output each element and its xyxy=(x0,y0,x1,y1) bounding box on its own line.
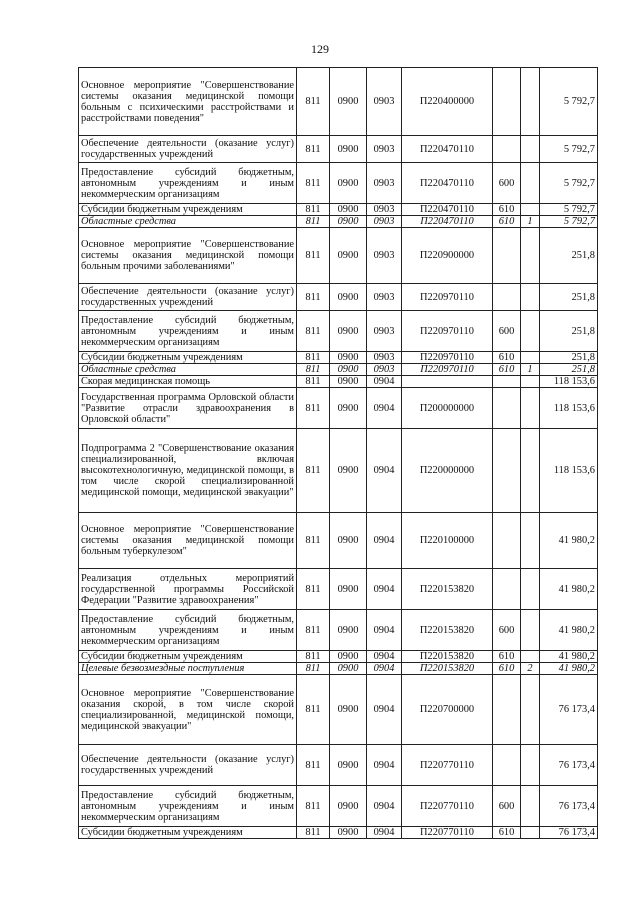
target-article-cell: П220770110 xyxy=(402,827,493,839)
expense-type-cell xyxy=(493,675,521,745)
expense-type-cell xyxy=(493,68,521,136)
name-cell: Областные средства xyxy=(79,216,297,228)
expense-type-cell: 610 xyxy=(493,663,521,675)
amount-cell: 251,8 xyxy=(540,364,598,376)
table-row xyxy=(79,651,598,663)
source-cell xyxy=(521,136,540,163)
amount-cell: 41 980,2 xyxy=(540,651,598,663)
amount-cell: 118 153,6 xyxy=(540,388,598,429)
amount-cell: 251,8 xyxy=(540,228,598,284)
name-cell: Предоставление субсидий бюджетным, автономным учреждениям и иным некоммерческим организациям xyxy=(79,311,297,352)
subsection-cell: 0904 xyxy=(367,651,402,663)
subsection-cell: 0904 xyxy=(367,376,402,388)
source-cell xyxy=(521,745,540,786)
table-row xyxy=(79,376,598,388)
source-cell xyxy=(521,204,540,216)
target-article-cell: П220153820 xyxy=(402,651,493,663)
subsection-cell: 0904 xyxy=(367,569,402,610)
grbs-cell: 811 xyxy=(297,675,330,745)
section-cell: 0900 xyxy=(330,429,367,513)
section-cell: 0900 xyxy=(330,311,367,352)
grbs-cell: 811 xyxy=(297,376,330,388)
section-cell: 0900 xyxy=(330,827,367,839)
section-cell: 0900 xyxy=(330,388,367,429)
target-article-cell: П200000000 xyxy=(402,388,493,429)
source-cell xyxy=(521,352,540,364)
amount-cell: 5 792,7 xyxy=(540,163,598,204)
grbs-cell: 811 xyxy=(297,364,330,376)
expense-type-cell xyxy=(493,136,521,163)
target-article-cell: П220970110 xyxy=(402,352,493,364)
amount-cell: 41 980,2 xyxy=(540,569,598,610)
amount-cell: 118 153,6 xyxy=(540,376,598,388)
target-article-cell: П220900000 xyxy=(402,228,493,284)
table-row xyxy=(79,429,598,513)
grbs-cell: 811 xyxy=(297,311,330,352)
target-article-cell: П220153820 xyxy=(402,569,493,610)
grbs-cell: 811 xyxy=(297,204,330,216)
source-cell xyxy=(521,388,540,429)
name-cell: Областные средства xyxy=(79,364,297,376)
subsection-cell: 0904 xyxy=(367,745,402,786)
subsection-cell: 0903 xyxy=(367,163,402,204)
source-cell xyxy=(521,68,540,136)
expense-type-cell xyxy=(493,228,521,284)
amount-cell: 251,8 xyxy=(540,311,598,352)
source-cell: 2 xyxy=(521,663,540,675)
subsection-cell: 0903 xyxy=(367,68,402,136)
grbs-cell: 811 xyxy=(297,827,330,839)
source-cell: 1 xyxy=(521,216,540,228)
target-article-cell: П220970110 xyxy=(402,284,493,311)
expense-type-cell: 600 xyxy=(493,610,521,651)
section-cell: 0900 xyxy=(330,610,367,651)
section-cell: 0900 xyxy=(330,163,367,204)
target-article-cell: П220100000 xyxy=(402,513,493,569)
table-row xyxy=(79,663,598,675)
table-row xyxy=(79,228,598,284)
section-cell: 0900 xyxy=(330,68,367,136)
subsection-cell: 0904 xyxy=(367,388,402,429)
target-article-cell: П220470110 xyxy=(402,136,493,163)
name-cell: Основное мероприятие "Совершенствование системы оказания медицинской помощи больным с психическими расстройствами и расстройствами поведения" xyxy=(79,68,297,136)
grbs-cell: 811 xyxy=(297,352,330,364)
source-cell xyxy=(521,163,540,204)
expense-type-cell: 610 xyxy=(493,216,521,228)
source-cell xyxy=(521,569,540,610)
expense-type-cell xyxy=(493,569,521,610)
target-article-cell: П220770110 xyxy=(402,786,493,827)
source-cell xyxy=(521,786,540,827)
target-article-cell: П220970110 xyxy=(402,311,493,352)
name-cell: Государственная программа Орловской области "Развитие отрасли здравоохранения в Орловской области" xyxy=(79,388,297,429)
grbs-cell: 811 xyxy=(297,136,330,163)
grbs-cell: 811 xyxy=(297,429,330,513)
table-row xyxy=(79,204,598,216)
target-article-cell: П220153820 xyxy=(402,610,493,651)
name-cell: Основное мероприятие "Совершенствование оказания скорой, в том числе скорой специализированной, медицинской помощи, медицинской эвакуации" xyxy=(79,675,297,745)
amount-cell: 41 980,2 xyxy=(540,663,598,675)
section-cell: 0900 xyxy=(330,216,367,228)
expense-type-cell: 610 xyxy=(493,651,521,663)
name-cell: Обеспечение деятельности (оказание услуг) государственных учреждений xyxy=(79,136,297,163)
section-cell: 0900 xyxy=(330,204,367,216)
grbs-cell: 811 xyxy=(297,216,330,228)
amount-cell: 118 153,6 xyxy=(540,429,598,513)
target-article-cell: П220470110 xyxy=(402,163,493,204)
section-cell: 0900 xyxy=(330,745,367,786)
expense-type-cell xyxy=(493,284,521,311)
name-cell: Подпрограмма 2 "Совершенствование оказания специализированной, включая высокотехнологичную, медицинской помощи, в том числе скорой специализированной медицинской помощи, медицинской эвакуации" xyxy=(79,429,297,513)
amount-cell: 251,8 xyxy=(540,352,598,364)
subsection-cell: 0904 xyxy=(367,827,402,839)
amount-cell: 41 980,2 xyxy=(540,610,598,651)
section-cell: 0900 xyxy=(330,136,367,163)
name-cell: Основное мероприятие "Совершенствование системы оказания медицинской помощи больным прочими заболеваниями" xyxy=(79,228,297,284)
source-cell xyxy=(521,651,540,663)
expense-type-cell xyxy=(493,376,521,388)
subsection-cell: 0903 xyxy=(367,204,402,216)
name-cell: Субсидии бюджетным учреждениям xyxy=(79,651,297,663)
grbs-cell: 811 xyxy=(297,745,330,786)
target-article-cell: П220400000 xyxy=(402,68,493,136)
table-row xyxy=(79,745,598,786)
name-cell: Субсидии бюджетным учреждениям xyxy=(79,827,297,839)
grbs-cell: 811 xyxy=(297,388,330,429)
expense-type-cell: 610 xyxy=(493,827,521,839)
subsection-cell: 0904 xyxy=(367,513,402,569)
name-cell: Скорая медицинская помощь xyxy=(79,376,297,388)
table-row xyxy=(79,786,598,827)
amount-cell: 251,8 xyxy=(540,284,598,311)
grbs-cell: 811 xyxy=(297,569,330,610)
amount-cell: 76 173,4 xyxy=(540,675,598,745)
subsection-cell: 0903 xyxy=(367,352,402,364)
grbs-cell: 811 xyxy=(297,163,330,204)
table-row xyxy=(79,136,598,163)
target-article-cell: П220470110 xyxy=(402,204,493,216)
source-cell xyxy=(521,827,540,839)
source-cell xyxy=(521,284,540,311)
amount-cell: 76 173,4 xyxy=(540,745,598,786)
table-row xyxy=(79,163,598,204)
grbs-cell: 811 xyxy=(297,610,330,651)
table-row xyxy=(79,352,598,364)
table-row xyxy=(79,284,598,311)
target-article-cell: П220153820 xyxy=(402,663,493,675)
table-row xyxy=(79,569,598,610)
subsection-cell: 0903 xyxy=(367,216,402,228)
grbs-cell: 811 xyxy=(297,513,330,569)
budget-table-body xyxy=(79,68,598,839)
expense-type-cell: 610 xyxy=(493,364,521,376)
name-cell: Целевые безвозмездные поступления xyxy=(79,663,297,675)
source-cell xyxy=(521,610,540,651)
section-cell: 0900 xyxy=(330,284,367,311)
table-row xyxy=(79,513,598,569)
subsection-cell: 0903 xyxy=(367,364,402,376)
expense-type-cell: 600 xyxy=(493,786,521,827)
name-cell: Реализация отдельных мероприятий государственной программы Российской Федерации "Развитие здравоохранения" xyxy=(79,569,297,610)
target-article-cell: П220470110 xyxy=(402,216,493,228)
expense-type-cell xyxy=(493,513,521,569)
amount-cell: 5 792,7 xyxy=(540,68,598,136)
grbs-cell: 811 xyxy=(297,651,330,663)
section-cell: 0900 xyxy=(330,352,367,364)
source-cell xyxy=(521,311,540,352)
source-cell xyxy=(521,429,540,513)
name-cell: Предоставление субсидий бюджетным, автономным учреждениям и иным некоммерческим организациям xyxy=(79,610,297,651)
source-cell xyxy=(521,376,540,388)
grbs-cell: 811 xyxy=(297,284,330,311)
target-article-cell xyxy=(402,376,493,388)
expense-type-cell xyxy=(493,745,521,786)
expense-type-cell: 610 xyxy=(493,204,521,216)
source-cell xyxy=(521,675,540,745)
section-cell: 0900 xyxy=(330,663,367,675)
page-number: 129 xyxy=(311,42,329,56)
subsection-cell: 0904 xyxy=(367,429,402,513)
budget-table xyxy=(78,67,598,839)
subsection-cell: 0903 xyxy=(367,136,402,163)
target-article-cell: П220770110 xyxy=(402,745,493,786)
section-cell: 0900 xyxy=(330,651,367,663)
name-cell: Субсидии бюджетным учреждениям xyxy=(79,204,297,216)
expense-type-cell: 600 xyxy=(493,163,521,204)
amount-cell: 76 173,4 xyxy=(540,786,598,827)
section-cell: 0900 xyxy=(330,364,367,376)
amount-cell: 5 792,7 xyxy=(540,136,598,163)
name-cell: Обеспечение деятельности (оказание услуг) государственных учреждений xyxy=(79,284,297,311)
section-cell: 0900 xyxy=(330,675,367,745)
source-cell xyxy=(521,513,540,569)
target-article-cell: П220000000 xyxy=(402,429,493,513)
name-cell: Обеспечение деятельности (оказание услуг) государственных учреждений xyxy=(79,745,297,786)
target-article-cell: П220970110 xyxy=(402,364,493,376)
grbs-cell: 811 xyxy=(297,663,330,675)
expense-type-cell: 600 xyxy=(493,311,521,352)
expense-type-cell xyxy=(493,388,521,429)
source-cell xyxy=(521,228,540,284)
table-row xyxy=(79,388,598,429)
expense-type-cell: 610 xyxy=(493,352,521,364)
section-cell: 0900 xyxy=(330,513,367,569)
section-cell: 0900 xyxy=(330,228,367,284)
source-cell: 1 xyxy=(521,364,540,376)
name-cell: Основное мероприятие "Совершенствование системы оказания медицинской помощи больным туберкулезом" xyxy=(79,513,297,569)
amount-cell: 5 792,7 xyxy=(540,216,598,228)
table-row xyxy=(79,675,598,745)
subsection-cell: 0903 xyxy=(367,311,402,352)
amount-cell: 76 173,4 xyxy=(540,827,598,839)
name-cell: Предоставление субсидий бюджетным, автономным учреждениям и иным некоммерческим организациям xyxy=(79,786,297,827)
amount-cell: 5 792,7 xyxy=(540,204,598,216)
section-cell: 0900 xyxy=(330,569,367,610)
table-row xyxy=(79,216,598,228)
section-cell: 0900 xyxy=(330,376,367,388)
amount-cell: 41 980,2 xyxy=(540,513,598,569)
subsection-cell: 0904 xyxy=(367,610,402,651)
expense-type-cell xyxy=(493,429,521,513)
target-article-cell: П220700000 xyxy=(402,675,493,745)
subsection-cell: 0904 xyxy=(367,786,402,827)
subsection-cell: 0904 xyxy=(367,675,402,745)
subsection-cell: 0903 xyxy=(367,284,402,311)
table-row xyxy=(79,827,598,839)
table-row xyxy=(79,610,598,651)
table-row xyxy=(79,68,598,136)
section-cell: 0900 xyxy=(330,786,367,827)
name-cell: Предоставление субсидий бюджетным, автономным учреждениям и иным некоммерческим организациям xyxy=(79,163,297,204)
grbs-cell: 811 xyxy=(297,228,330,284)
subsection-cell: 0904 xyxy=(367,663,402,675)
grbs-cell: 811 xyxy=(297,786,330,827)
subsection-cell: 0903 xyxy=(367,228,402,284)
table-row xyxy=(79,364,598,376)
table-row xyxy=(79,311,598,352)
grbs-cell: 811 xyxy=(297,68,330,136)
name-cell: Субсидии бюджетным учреждениям xyxy=(79,352,297,364)
